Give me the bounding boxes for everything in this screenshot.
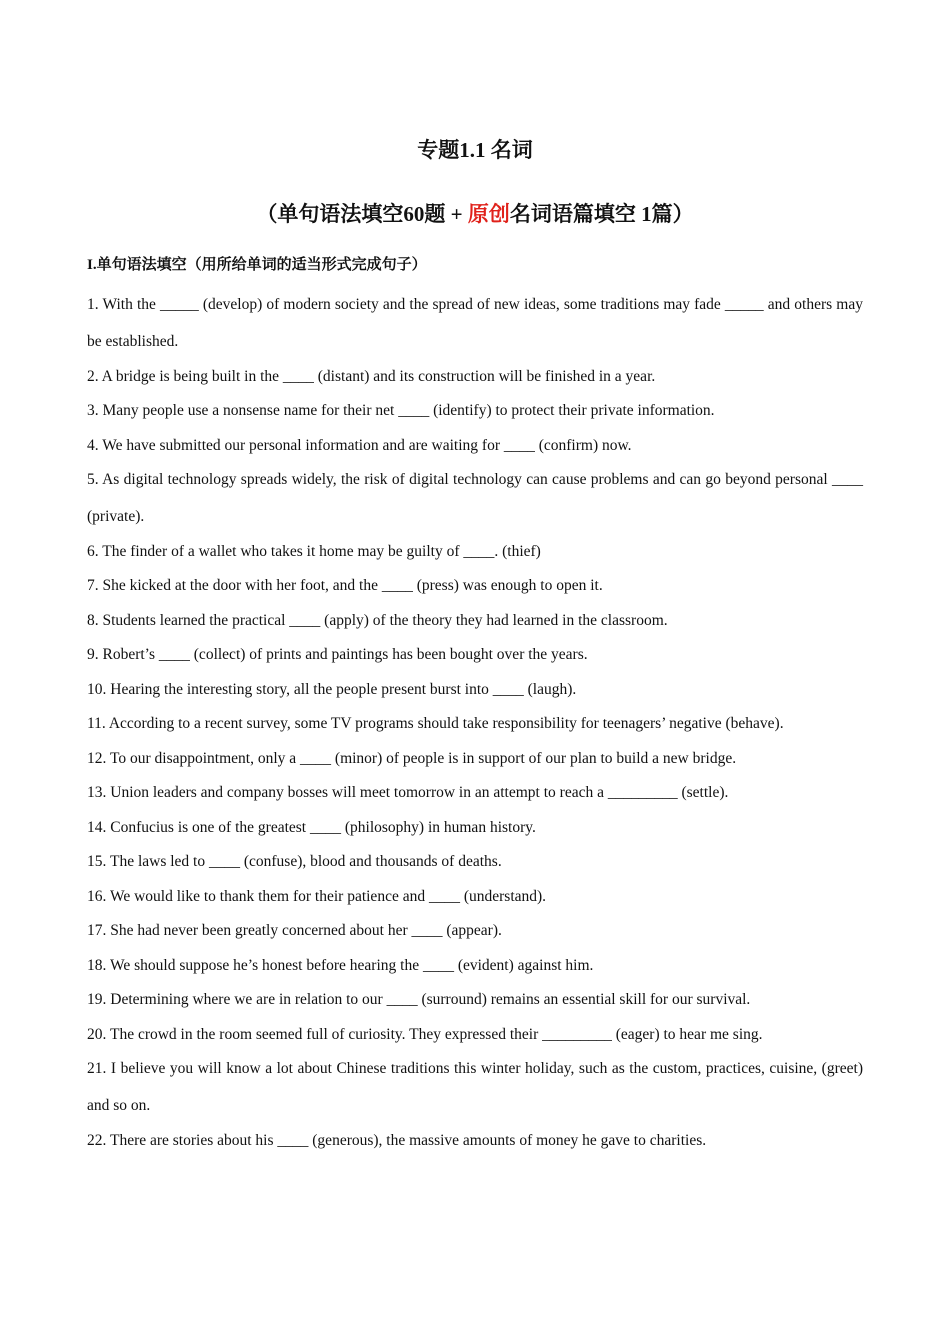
document-title: 专题1.1 名词 — [417, 138, 533, 162]
question-item: 12. To our disappointment, only a ____ (minor) of people is in support of our plan to build a new bridge. — [87, 749, 737, 767]
question-item: 18. We should suppose he’s honest before hearing the ____ (evident) against him. — [87, 956, 594, 974]
question-item: 16. We would like to thank them for their patience and ____ (understand). — [87, 887, 547, 905]
subtitle-original-tag: 原创 — [467, 202, 510, 226]
question-item: 13. Union leaders and company bosses will meet tomorrow in an attempt to reach a _________ (settle). — [87, 784, 729, 801]
section-heading: I.单句语法填空（用所给单词的适当形式完成句子） — [87, 257, 427, 273]
subtitle-text-1: （单句语法填空60题 + — [256, 202, 468, 226]
question-item: 17. She had never been greatly concerned about her ____ (appear). — [87, 922, 502, 939]
question-item: 7. She kicked at the door with her foot, and the ____ (press) was enough to open it. — [87, 577, 603, 594]
question-list — [87, 286, 863, 1156]
question-item: 19. Determining where we are in relation to our ____ (surround) remains an essential skill for our survival. — [87, 991, 751, 1008]
question-item: 22. There are stories about his ____ (generous), the massive amounts of money he gave to charities. — [87, 1131, 707, 1149]
question-item: 5. As digital technology spreads widely, the risk of digital technology can cause problems and can go beyond personal ____ (private). — [87, 471, 863, 525]
question-item: 11. According to a recent survey, some TV programs should take responsibility for teenagers’ negative (behave). — [87, 715, 784, 732]
question-item: 8. Students learned the practical ____ (apply) of the theory they had learned in the classroom. — [87, 611, 668, 629]
question-item: 10. Hearing the interesting story, all the people present burst into ____ (laugh). — [87, 680, 577, 698]
question-item: 14. Confucius is one of the greatest ____ (philosophy) in human history. — [87, 818, 536, 836]
document-subtitle — [0, 200, 950, 228]
question-item: 3. Many people use a nonsense name for their net ____ (identify) to protect their private information. — [87, 402, 715, 419]
question-item: 9. Robert’s ____ (collect) of prints and paintings has been bought over the years. — [87, 646, 588, 663]
subtitle-text-2: 名词语篇填空 1篇） — [509, 202, 694, 226]
question-item: 2. A bridge is being built in the ____ (distant) and its construction will be finished in a year. — [87, 367, 656, 385]
question-item: 4. We have submitted our personal information and are waiting for ____ (confirm) now. — [87, 436, 632, 454]
question-item: 15. The laws led to ____ (confuse), blood and thousands of deaths. — [87, 853, 502, 870]
question-item: 21. I believe you will know a lot about Chinese traditions this winter holiday, such as the custom, practices, cuisine, (greet) and so on. — [87, 1060, 863, 1114]
question-item: 6. The finder of a wallet who takes it home may be guilty of ____. (thief) — [87, 542, 541, 560]
question-item: 1. With the _____ (develop) of modern society and the spread of new ideas, some traditions may fade _____ and others may be established. — [87, 296, 863, 350]
question-item: 20. The crowd in the room seemed full of curiosity. They expressed their _________ (eager) to hear me sing. — [87, 1025, 763, 1043]
